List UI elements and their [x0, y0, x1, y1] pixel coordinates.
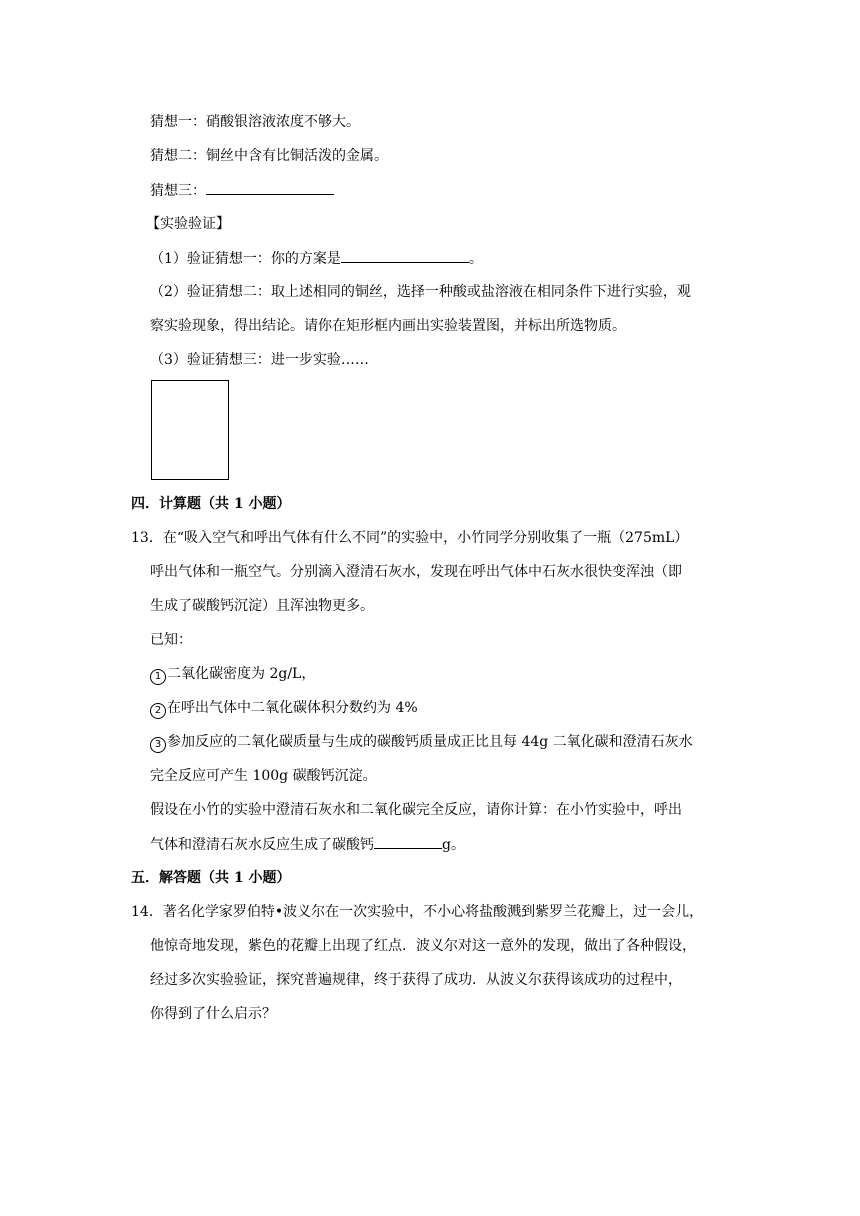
- verification-item-1-blank[interactable]: [341, 248, 469, 263]
- verification-item-1-label: （1）验证猜想一：你的方案是: [150, 251, 341, 267]
- section-4-heading: 四．计算题（共 1 小题）: [131, 496, 291, 512]
- question-13-ask-unit: g。: [442, 837, 465, 853]
- circled-number-3: 3: [150, 737, 166, 753]
- condition-2-text: 在呼出气体中二氧化碳体积分数约为 4%: [167, 700, 418, 716]
- question-13-line-1: [131, 528, 688, 548]
- hypothesis-3-blank[interactable]: [206, 180, 334, 195]
- condition-1-text: 二氧化碳密度为 2g/L，: [167, 666, 316, 682]
- circled-number-2: 2: [150, 703, 166, 719]
- circled-number-1: 1: [150, 669, 166, 685]
- condition-3-text: 参加反应的二氧化碳质量与生成的碳酸钙质量成正比且每 44g 二氧化碳和澄清石灰水: [167, 734, 693, 750]
- question-13-known: 已知：: [150, 632, 192, 648]
- question-14-number: 14．: [131, 904, 163, 920]
- hypothesis-1: 猜想一：硝酸银溶液浓度不够大。: [150, 114, 360, 130]
- question-14-line-2: 他惊奇地发现，紫色的花瓣上出现了红点．波义尔对这一意外的发现，做出了各种假设，: [150, 938, 696, 954]
- hypothesis-3-label: 猜想三：: [150, 183, 206, 199]
- question-13-condition-1: [150, 664, 315, 685]
- question-14-text: 著名化学家罗伯特•波义尔在一次实验中，不小心将盐酸溅到紫罗兰花瓣上，过一会儿，: [162, 904, 704, 920]
- hypothesis-3: [150, 180, 334, 201]
- question-13-condition-3: [150, 732, 693, 753]
- section-5-heading: 五．解答题（共 1 小题）: [131, 870, 291, 886]
- question-13-answer-blank[interactable]: [374, 834, 442, 849]
- verification-title: 【实验验证】: [146, 216, 230, 232]
- verification-item-1-end: 。: [468, 251, 483, 267]
- question-14-line-4: 你得到了什么启示？: [150, 1006, 276, 1022]
- apparatus-drawing-box[interactable]: [151, 380, 229, 480]
- question-13-text: 在“吸入空气和呼出气体有什么不同”的实验中，小竹同学分别收集了一瓶（275mL）: [162, 530, 689, 546]
- question-13-ask-line-1: 假设在小竹的实验中澄清石灰水和二氧化碳完全反应，请你计算：在小竹实验中，呼出: [150, 802, 682, 818]
- question-13-condition-3-cont: 完全反应可产生 100g 碳酸钙沉淀。: [150, 768, 377, 784]
- question-13-ask-text: 气体和澄清石灰水反应生成了碳酸钙: [150, 837, 374, 853]
- verification-item-2-line-2: 察实验现象，得出结论。请你在矩形框内画出实验装置图，并标出所选物质。: [150, 318, 626, 334]
- verification-item-2-line-1: （2）验证猜想二：取上述相同的铜丝，选择一种酸或盐溶液在相同条件下进行实验，观: [150, 284, 691, 300]
- question-13-condition-2: [150, 698, 418, 719]
- question-14-line-1: [131, 902, 703, 922]
- hypothesis-2: 猜想二：铜丝中含有比铜活泼的金属。: [150, 148, 388, 164]
- question-13-number: 13．: [131, 530, 163, 546]
- verification-item-3: （3）验证猜想三：进一步实验……: [150, 352, 369, 368]
- question-13-line-2: 呼出气体和一瓶空气。分别滴入澄清石灰水，发现在呼出气体中石灰水很快变浑浊（即: [150, 564, 682, 580]
- question-13-ask-line-2: [150, 834, 465, 855]
- question-14-line-3: 经过多次实验验证，探究普遍规律，终于获得了成功．从波义尔获得该成功的过程中，: [150, 972, 682, 988]
- question-13-line-3: 生成了碳酸钙沉淀）且浑浊物更多。: [150, 598, 374, 614]
- verification-item-1: [150, 248, 483, 269]
